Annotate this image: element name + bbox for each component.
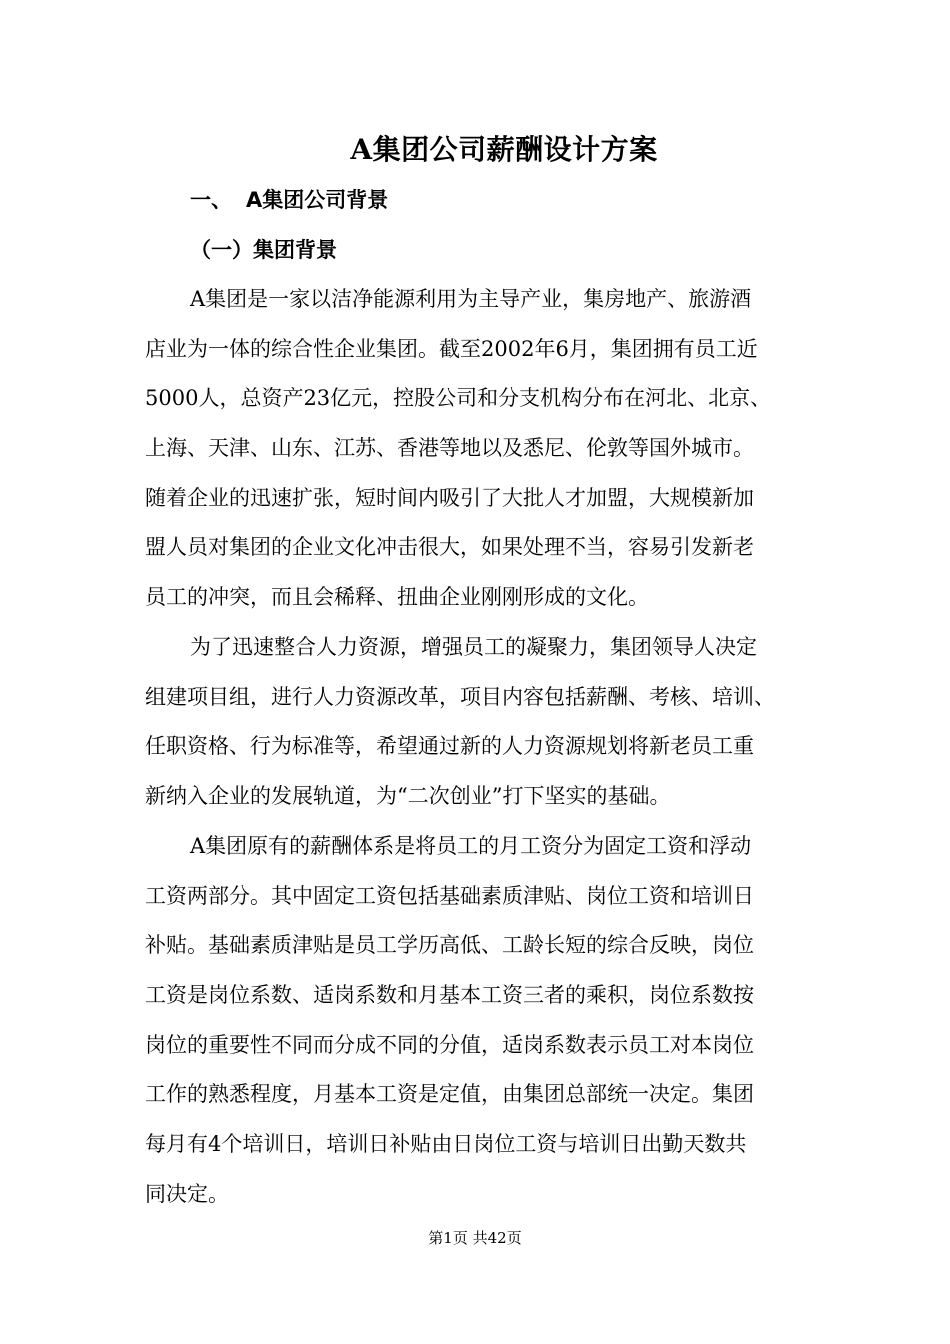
- section-heading: [190, 183, 388, 217]
- paragraph-line: 盟人员对集团的企业文化冲击很大，如果处理不当，容易引发新老: [145, 535, 754, 560]
- paragraph-line: 任职资格、行为标准等，希望通过新的人力资源规划将新老员工重: [145, 734, 754, 759]
- paragraph-line: 补贴。基础素质津贴是员工学历高低、工龄长短的综合反映，岗位: [145, 933, 754, 958]
- paragraph-line: 组建项目组，进行人力资源改革，项目内容包括薪酬、考核、培训、: [145, 684, 775, 709]
- section-number: 一、: [190, 188, 232, 212]
- paragraph-line: 新纳入企业的发展轨道，为“二次创业”打下坚实的基础。: [145, 784, 671, 809]
- paragraph-line: 随着企业的迅速扩张，短时间内吸引了大批人才加盟，大规模新加: [145, 485, 754, 510]
- document-title: A集团公司薪酬设计方案: [350, 133, 658, 166]
- paragraph-line: 上海、天津、山东、江苏、香港等地以及悉尼、伦敦等国外城市。: [145, 436, 754, 461]
- section-heading-text: A集团公司背景: [246, 188, 389, 212]
- paragraph-line: A集团原有的薪酬体系是将员工的月工资分为固定工资和浮动: [190, 834, 752, 858]
- paragraph-line: 工资是岗位系数、适岗系数和月基本工资三者的乘积，岗位系数按: [145, 983, 754, 1008]
- paragraph-line: 工作的熟悉程度，月基本工资是定值，由集团总部统一决定。集团: [145, 1082, 754, 1107]
- paragraph-line: 同决定。: [145, 1181, 229, 1206]
- page-footer: 第1页 共42页: [428, 1229, 522, 1247]
- paragraph-line: 员工的冲突，而且会稀释、扭曲企业刚刚形成的文化。: [145, 585, 649, 610]
- paragraph-2: [145, 623, 815, 822]
- paragraph-line: 岗位的重要性不同而分成不同的分值，适岗系数表示员工对本岗位: [145, 1032, 754, 1057]
- paragraph-line: 店业为一体的综合性企业集团。截至2002年6月，集团拥有员工近: [145, 336, 758, 361]
- paragraph-3: [145, 822, 815, 1220]
- paragraph-line: 为了迅速整合人力资源，增强员工的凝聚力，集团领导人决定: [190, 635, 757, 659]
- paragraph-line: 每月有4个培训日，培训日补贴由日岗位工资与培训日出勤天数共: [145, 1132, 747, 1157]
- subsection-heading: （一）集团背景: [190, 238, 337, 262]
- paragraph-1: [145, 275, 815, 623]
- paragraph-line: 工资两部分。其中固定工资包括基础素质津贴、岗位工资和培训日: [145, 883, 754, 908]
- paragraph-line: 5000人，总资产23亿元，控股公司和分支机构分布在河北、北京、: [145, 386, 772, 411]
- paragraph-line: A集团是一家以洁净能源利用为主导产业，集房地产、旅游酒: [190, 287, 752, 311]
